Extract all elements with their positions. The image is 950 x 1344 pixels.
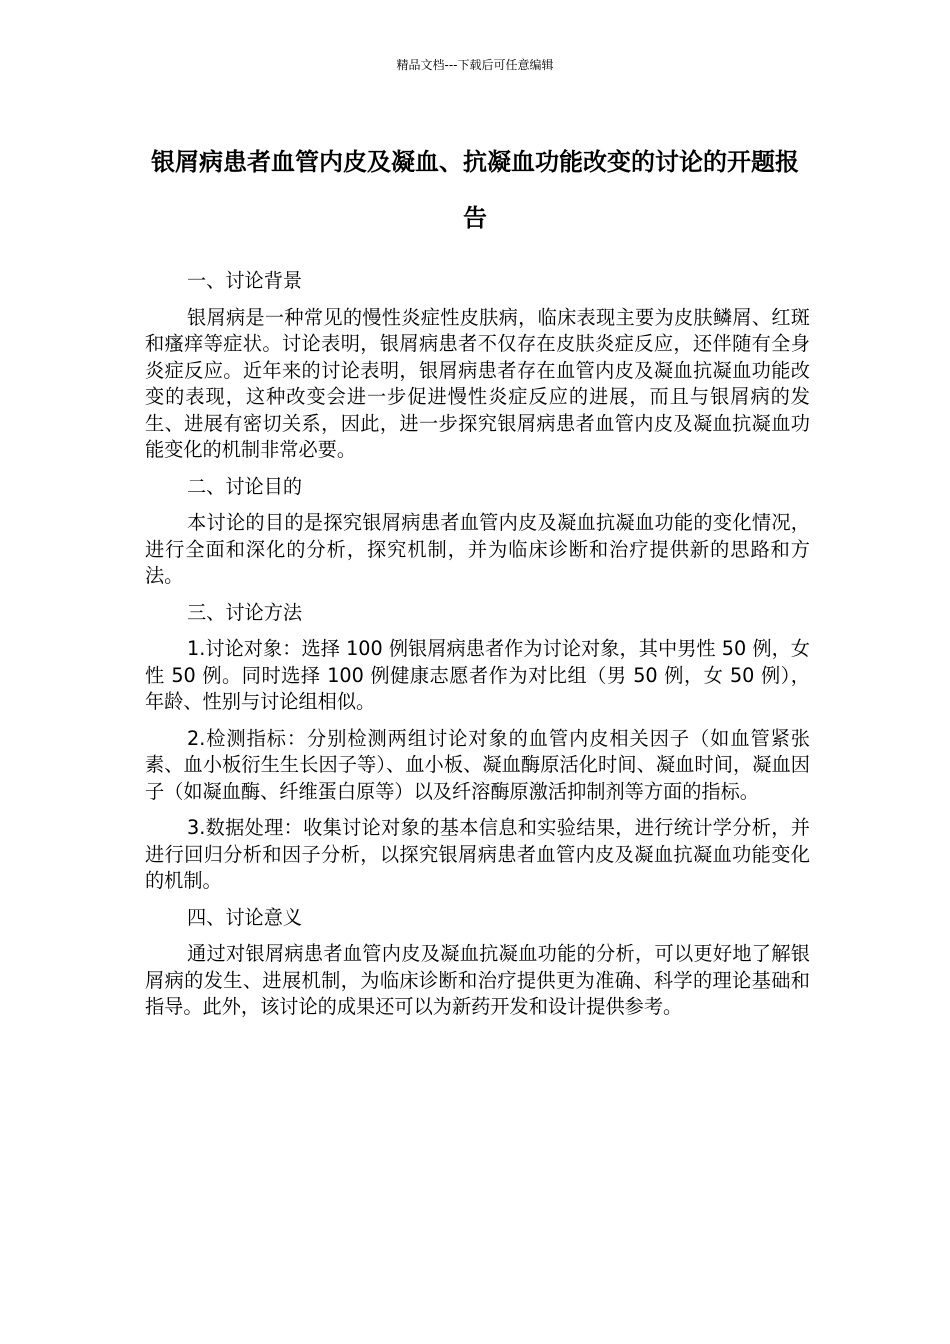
section-heading: 二、讨论目的 [187, 474, 303, 498]
paragraph: 3.数据处理：收集讨论对象的基本信息和实验结果，进行统计学分析，并进行回归分析和因子分析，以探究银屑病患者血管内皮及凝血抗凝血功能变化的机制。 [145, 816, 810, 892]
section-purpose [145, 474, 810, 590]
section-background [145, 268, 810, 464]
page-header: 精品文档---下载后可任意编辑 [396, 58, 554, 72]
paragraph: 1.讨论对象：选择 100 例银屑病患者作为讨论对象，其中男性 50 例，女性 50 例。同时选择 100 例健康志愿者作为对比组（男 50 例，女 50 例），年龄、性别与讨论组相似。 [145, 637, 810, 713]
section-heading: 一、讨论背景 [187, 269, 303, 292]
section-heading: 四、讨论意义 [187, 905, 303, 929]
paragraph: 通过对银屑病患者血管内皮及凝血抗凝血功能的分析，可以更好地了解银屑病的发生、进展机制，为临床诊断和治疗提供更为准确、科学的理论基础和指导。此外，该讨论的成果还可以为新药开发和设计提供参考。 [145, 942, 810, 1018]
document-body [145, 268, 810, 1031]
paragraph: 银屑病是一种常见的慢性炎症性皮肤病，临床表现主要为皮肤鳞屑、红斑和瘙痒等症状。讨论表明，银屑病患者不仅存在皮肤炎症反应，还伴随有全身炎症反应。近年来的讨论表明，银屑病患者存在血管内皮及凝血抗凝血功能改变的表现，这种改变会进一步促进慢性炎症反应的进展，而且与银屑病的发生、进展有密切关系，因此，进一步探究银屑病患者血管内皮及凝血抗凝血功能变化的机制非常必要。 [145, 305, 810, 461]
section-methods [145, 600, 810, 895]
paragraph: 2.检测指标：分别检测两组讨论对象的血管内皮相关因子（如血管紧张素、血小板衍生生长因子等）、血小板、凝血酶原活化时间、凝血时间，凝血因子（如凝血酶、纤维蛋白原等）以及纤溶酶原激活抑制剂等方面的指标。 [145, 726, 810, 803]
section-significance [145, 905, 810, 1021]
document-title: 银屑病患者血管内皮及凝血、抗凝血功能改变的讨论的开题报告 [151, 148, 799, 232]
paragraph: 本讨论的目的是探究银屑病患者血管内皮及凝血抗凝血功能的变化情况，进行全面和深化的分析，探究机制，并为临床诊断和治疗提供新的思路和方法。 [145, 511, 810, 587]
section-heading: 三、讨论方法 [187, 600, 303, 624]
